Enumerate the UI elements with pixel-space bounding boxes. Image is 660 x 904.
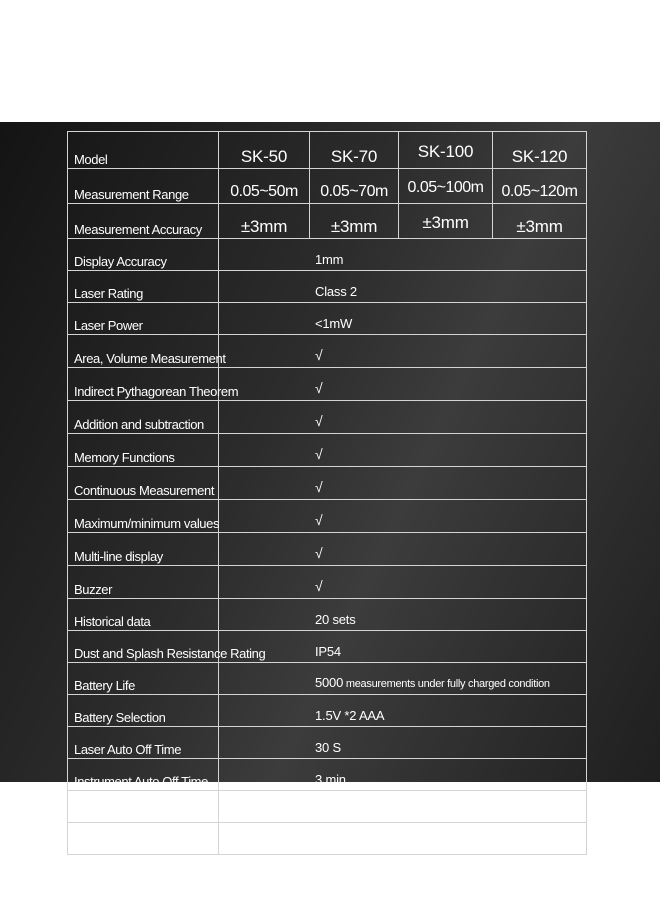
row-label: Laser Power [68,303,219,335]
check-mark-icon: √ [219,401,587,434]
row-label: Multi-line display [68,533,219,566]
row-label: Maximum/minimum values [68,500,219,533]
spec-table [67,131,587,855]
table-row-measurement-accuracy [68,204,587,239]
row-label: Battery Life [68,663,219,695]
row-value: 20 sets [219,599,587,631]
model-sk-100: SK-100 [399,132,493,169]
row-value: 110*46*25mm [219,823,587,855]
accuracy-sk-50: ±3mm [219,204,310,239]
row-label: Instrument Auto Off Time [68,759,219,791]
table-row [68,566,587,599]
table-row [68,335,587,368]
row-label: Laser Rating [68,271,219,303]
table-row [68,695,587,727]
row-label-model: Model [68,132,219,169]
check-mark-icon: √ [219,533,587,566]
row-value: 30 S [219,727,587,759]
row-label: Addition and subtraction [68,401,219,434]
check-mark-icon: √ [219,368,587,401]
table-row [68,368,587,401]
row-label: Indirect Pythagorean Theorem [68,368,219,401]
row-label: Dimension [68,823,219,855]
table-row [68,434,587,467]
row-value: <1mW [219,303,587,335]
row-label: Battery Selection [68,695,219,727]
table-row [68,401,587,434]
table-row-measurement-range [68,169,587,204]
table-row [68,239,587,271]
range-sk-50: 0.05~50m [219,169,310,204]
range-sk-70: 0.05~70m [310,169,399,204]
row-value: 1mm [219,239,587,271]
range-sk-120: 0.05~120m [493,169,587,204]
range-sk-100: 0.05~100m [399,169,493,204]
check-mark-icon: √ [219,434,587,467]
check-mark-icon: √ [219,335,587,368]
check-mark-icon: √ [219,566,587,599]
table-row [68,271,587,303]
accuracy-sk-100: ±3mm [399,204,493,239]
row-label: Continuous Measurement [68,467,219,500]
row-label: Historical data [68,599,219,631]
check-mark-icon: √ [219,467,587,500]
accuracy-sk-120: ±3mm [493,204,587,239]
model-sk-120: SK-120 [493,132,587,169]
accuracy-sk-70: ±3mm [310,204,399,239]
battery-life-note: measurements under fully charged condition [343,678,550,690]
table-row [68,823,587,855]
row-label: Buzzer [68,566,219,599]
table-row [68,727,587,759]
row-label: Dust and Splash Resistance Rating [68,631,219,663]
table-row [68,663,587,695]
battery-life-count: 5000 [315,675,344,690]
table-row [68,599,587,631]
table-row [68,533,587,566]
row-label: Area, Volume Measurement [68,335,219,368]
row-value [219,663,587,695]
row-value: Class 2 [219,271,587,303]
check-mark-icon: √ [219,500,587,533]
row-value: 95g [219,791,587,823]
model-sk-50: SK-50 [219,132,310,169]
row-label: Memory Functions [68,434,219,467]
table-row [68,467,587,500]
table-row-model [68,132,587,169]
row-label: Laser Auto Off Time [68,727,219,759]
model-sk-70: SK-70 [310,132,399,169]
row-label: Measurement Range [68,169,219,204]
row-value: 3 min [219,759,587,791]
row-value: IP54 [219,631,587,663]
table-row [68,500,587,533]
table-row [68,631,587,663]
row-value: 1.5V *2 AAA [219,695,587,727]
table-row [68,303,587,335]
row-label: Measurement Accuracy [68,204,219,239]
row-label: Display Accuracy [68,239,219,271]
table-row [68,791,587,823]
table-row [68,759,587,791]
row-label: Weight [68,791,219,823]
